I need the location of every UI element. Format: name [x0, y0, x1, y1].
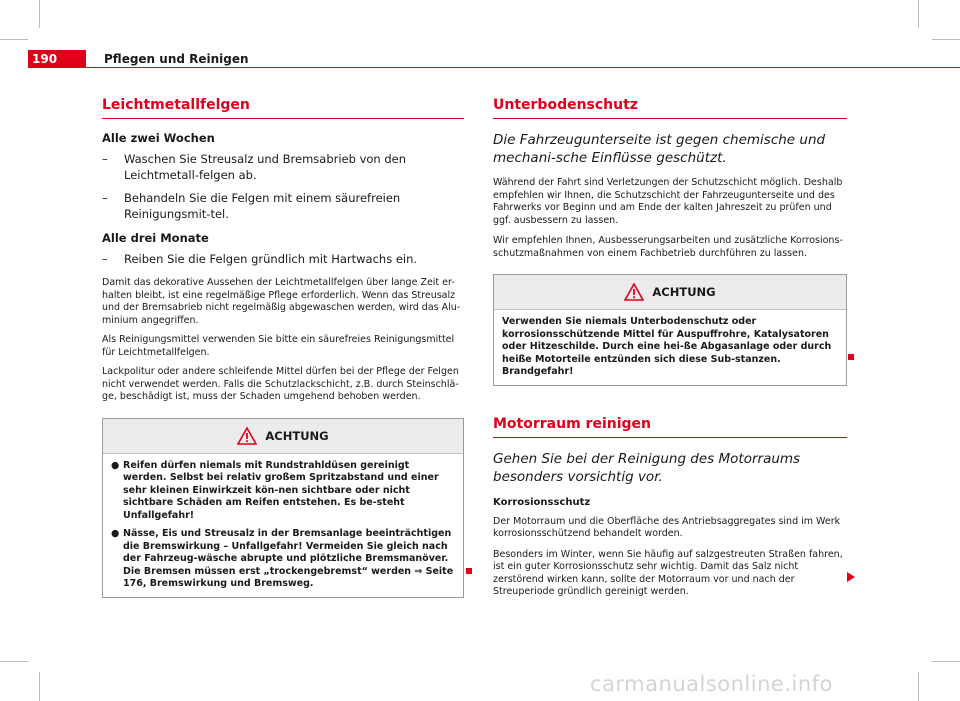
- dash-marker: –: [102, 152, 108, 166]
- warning-body: [103, 454, 463, 597]
- subheading-korrosionsschutz: Korrosionsschutz: [493, 496, 591, 508]
- warning-label: ACHTUNG: [652, 285, 716, 299]
- body-paragraph: Während der Fahrt sind Verletzungen der Schutzschicht möglich. Deshalb empfehlen wir Ihnen, die Schutzschicht der Fahrzeugunterseite und des Fahrwerks vor Beginn und am Ende der kalten Jahreszeit zu prüfen und ggf. ausbessern zu lassen.: [493, 177, 843, 226]
- warning-box: [102, 418, 464, 598]
- crop-mark: [918, 0, 919, 28]
- crop-mark: [39, 0, 40, 28]
- bullet-marker: ●: [111, 459, 120, 471]
- bullet-text: Reifen dürfen niemals mit Rundstrahldüsen gereinigt werden. Selbst bei relativ großem Spritzabstand und einer sehr kleinen Einwirkzeit kön-nen sichtbare oder nicht sichtbare Schäden am Reifen entstehen. Es be-steht Unfallgefahr!: [123, 459, 439, 521]
- page-number: 190: [28, 50, 86, 68]
- step-text: Behandeln Sie die Felgen mit einem säurefreien Reinigungsmit-tel.: [124, 191, 401, 221]
- section-title-motorraum: Motorraum reinigen: [493, 416, 847, 438]
- subheading-two-weeks: Alle zwei Wochen: [102, 131, 215, 145]
- crop-mark: [932, 661, 960, 662]
- bullet-text: Nässe, Eis und Streusalz in der Bremsanlage beeinträchtigen die Bremswirkung – Unfallgefahr! Vermeiden Sie gleich nach der Fahrzeug-wäsche abrupte und plötzliche Bremsmanöver. Die Bremsen müssen erst „trockengebremst“ werden ⇒ Seite 176, Bremswirkung und Bremsweg.: [123, 528, 454, 589]
- section-end-marker: [848, 354, 854, 360]
- warning-body: Verwenden Sie niemals Unterbodenschutz oder korrosionsschützende Mittel für Auspuffrohre, Katalysatoren oder Hitzeschilde. Durch eine hei-ße Abgasanlage oder durch heiße Motorteile entzünden sich diese Sub-stanzen. Brandgefahr!: [502, 316, 832, 377]
- body-paragraph: Damit das dekorative Aussehen der Leichtmetallfelgen über lange Zeit er-halten bleibt, ist eine regelmäßige Pflege erforderlich. Wenn das Streusalz und der Bremsabrieb nicht regelmäßig abgewaschen werden, wird das Alu-minium angegriffen.: [102, 277, 461, 326]
- lead-text: Die Fahrzeugunterseite ist gegen chemische und mechani-sche Einflüsse geschützt.: [493, 132, 826, 166]
- body-paragraph: Lackpolitur oder andere schleifende Mittel dürfen bei der Pflege der Felgen nicht verwendet werden. Falls die Schutzlackschicht, z.B. durch Steinschlä-ge, beschädigt ist, muss der Schaden umgehend behoben werden.: [102, 366, 459, 402]
- step-text: Reiben Sie die Felgen gründlich mit Hartwachs ein.: [124, 252, 418, 266]
- body-paragraph: Wir empfehlen Ihnen, Ausbesserungsarbeiten und zusätzliche Korrosions-schutzmaßnahmen von einem Fachbetrieb durchführen zu lassen.: [493, 235, 843, 259]
- bullet-marker: ●: [111, 528, 120, 539]
- watermark: carmanualsonline.info: [590, 672, 833, 696]
- warning-header: [494, 275, 846, 310]
- right-column: [493, 97, 847, 607]
- section-title-leichtmetallfelgen: Leichtmetallfelgen: [102, 97, 464, 119]
- continue-arrow-icon: [847, 572, 855, 582]
- step-text: Waschen Sie Streusalz und Bremsabrieb von den Leichtmetall-felgen ab.: [124, 152, 407, 182]
- step-item: [102, 251, 464, 267]
- crop-mark: [0, 39, 28, 40]
- warning-triangle-icon: [237, 427, 257, 445]
- crop-mark: [39, 672, 40, 701]
- crop-mark: [0, 661, 28, 662]
- step-item: [102, 151, 464, 183]
- crop-mark: [918, 672, 919, 701]
- body-paragraph: Der Motorraum und die Oberfläche des Antriebsaggregates sind im Werk korrosionsschützend behandelt worden.: [493, 515, 841, 539]
- subheading-three-months: Alle drei Monate: [102, 231, 209, 245]
- warning-bullet: [111, 460, 455, 523]
- header-title: Pflegen und Reinigen: [104, 52, 249, 66]
- body-paragraph: Besonders im Winter, wenn Sie häufig auf salzgestreuten Straßen fahren, ist ein guter Korrosionsschutz sehr wichtig. Damit das Salz nicht zerstörend wirken kann, sollte der Motorraum vor und nach der Streuperiode gründlich gereinigt werden.: [493, 548, 843, 597]
- warning-triangle-icon: [624, 283, 644, 301]
- crop-mark: [932, 39, 960, 40]
- lead-text: Gehen Sie bei der Reinigung des Motorraums besonders vorsichtig vor.: [493, 450, 801, 485]
- step-item: [102, 190, 464, 222]
- section-title-unterbodenschutz: Unterbodenschutz: [493, 97, 847, 119]
- dash-marker: –: [102, 191, 108, 205]
- left-column: [102, 97, 464, 598]
- dash-marker: –: [102, 252, 108, 266]
- warning-box: [493, 274, 847, 386]
- section-end-marker: [466, 568, 472, 574]
- warning-header: [103, 419, 463, 454]
- body-paragraph: Als Reinigungsmittel verwenden Sie bitte ein säurefreies Reinigungsmittel für Leichtmetallfelgen.: [102, 334, 455, 358]
- warning-bullet: [111, 528, 455, 591]
- warning-label: ACHTUNG: [265, 428, 329, 443]
